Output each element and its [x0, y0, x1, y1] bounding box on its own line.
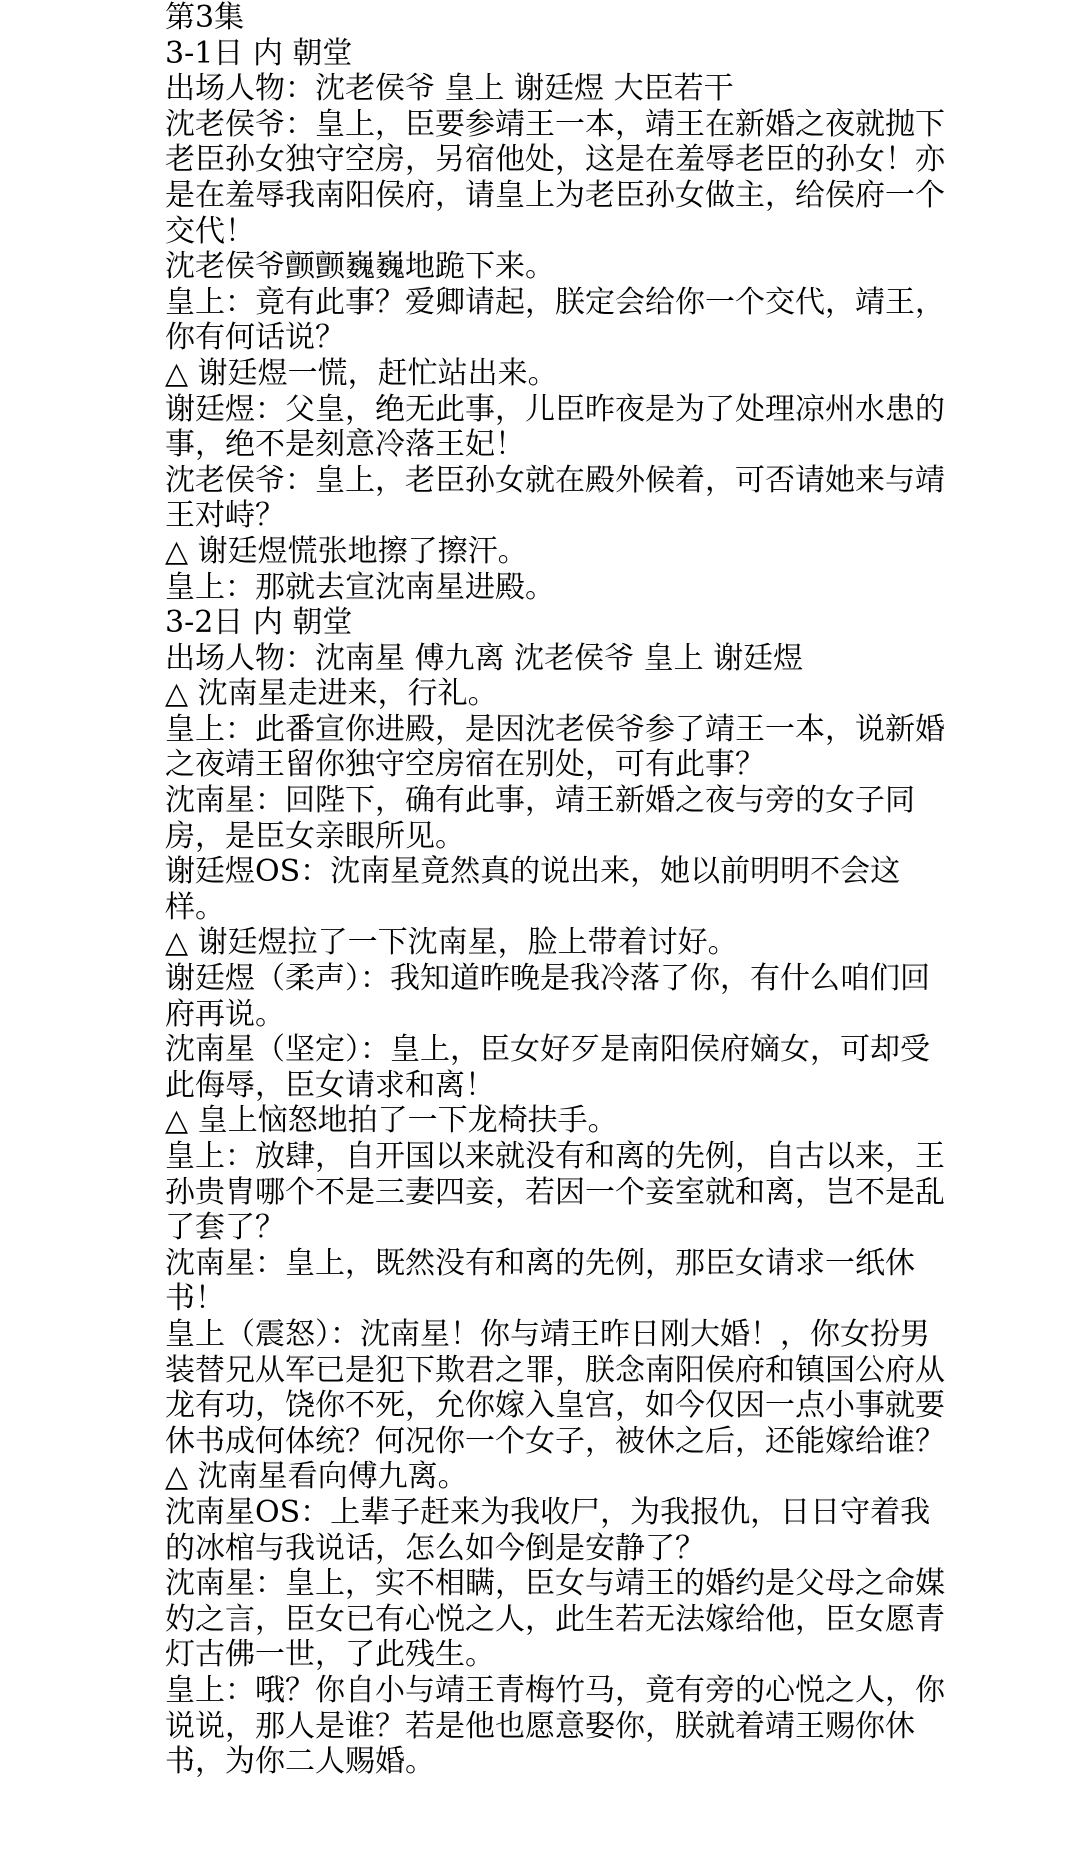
- action-line: 沈老侯爷颤颤巍巍地跪下来。: [165, 249, 555, 285]
- cast-list: 出场人物：沈老侯爷 皇上 谢廷煜 大臣若干: [165, 71, 734, 107]
- dialogue-line: 皇上（震怒）：沈南星！你与靖王昨日刚大婚！，你女扮男装替兄从军已是犯下欺君之罪，朕念南阳侯府和镇国公府从龙有功，饶你不死，允你嫁入皇宫，如今仅因一点小事就要休书成何体统？何况你一个女子，被休之后，还能嫁给谁？: [165, 1316, 945, 1459]
- dialogue-line: 皇上：放肆，自开国以来就没有和离的先例，自古以来，王孙贵胄哪个不是三妻四妾，若因一个妾室就和离，岂不是乱了套了？: [165, 1139, 945, 1246]
- cast-list: 出场人物：沈南星 傅九离 沈老侯爷 皇上 谢廷煜: [165, 640, 804, 676]
- action-line: △ 谢廷煜慌张地擦了擦汗。: [165, 533, 528, 569]
- dialogue-line: 谢廷煜（柔声）：我知道昨晚是我冷落了你，有什么咱们回府再说。: [165, 961, 930, 1032]
- dialogue-line: 皇上：此番宣你进殿，是因沈老侯爷参了靖王一本，说新婚之夜靖王留你独守空房宿在别处，可有此事？: [165, 711, 945, 783]
- dialogue-line: 沈南星（坚定）：皇上，臣女好歹是南阳侯府嫡女，可却受此侮辱，臣女请求和离！: [165, 1032, 930, 1103]
- dialogue-line: 沈南星：回陛下，确有此事，靖王新婚之夜与旁的女子同房，是臣女亲眼所见。: [165, 783, 915, 854]
- script-page: [165, 0, 945, 1780]
- dialogue-line: 沈南星OS：上辈子赶来为我收尸，为我报仇，日日守着我的冰棺与我说话，怎么如今倒是安静了？: [165, 1494, 931, 1566]
- action-line: △ 谢廷煜一慌，赶忙站出来。: [165, 355, 558, 391]
- dialogue-line: 沈南星：皇上，实不相瞒，臣女与靖王的婚约是父母之命媒妁之言，臣女已有心悦之人，此生若无法嫁给他，臣女愿青灯古佛一世，了此残生。: [165, 1566, 945, 1673]
- dialogue-line: 沈老侯爷：皇上，老臣孙女就在殿外候着，可否请她来与靖王对峙？: [165, 462, 945, 534]
- dialogue-line: 沈南星：皇上，既然没有和离的先例，那臣女请求一纸休书！: [165, 1245, 915, 1317]
- dialogue-line: 皇上：那就去宣沈南星进殿。: [165, 569, 555, 605]
- dialogue-line: 沈老侯爷：皇上，臣要参靖王一本，靖王在新婚之夜就抛下老臣孙女独守空房，另宿他处，这是在羞辱老臣的孙女！亦是在羞辱我南阳侯府，请皇上为老臣孙女做主，给侯府一个交代！: [165, 106, 945, 249]
- action-line: △ 谢廷煜拉了一下沈南星，脸上带着讨好。: [165, 925, 738, 961]
- dialogue-line: 谢廷煜OS：沈南星竟然真的说出来，她以前明明不会这样。: [165, 854, 901, 925]
- action-line: △ 沈南星走进来，行礼。: [165, 676, 498, 712]
- dialogue-line: 谢廷煜：父皇，绝无此事，儿臣昨夜是为了处理凉州水患的事，绝不是刻意冷落王妃！: [165, 391, 945, 463]
- scene-heading: 3-2日 内 朝堂: [165, 605, 353, 641]
- action-line: △ 皇上恼怒地拍了一下龙椅扶手。: [165, 1103, 618, 1139]
- dialogue-line: 皇上：竟有此事？爱卿请起，朕定会给你一个交代，靖王，你有何话说？: [165, 284, 945, 356]
- episode-title: 第3集: [165, 0, 245, 35]
- action-line: △ 沈南星看向傅九离。: [165, 1459, 468, 1495]
- scene-heading: 3-1日 内 朝堂: [165, 35, 353, 71]
- dialogue-line: 皇上：哦？你自小与靖王青梅竹马，竟有旁的心悦之人，你说说，那人是谁？若是他也愿意娶你，朕就着靖王赐你休书，为你二人赐婚。: [165, 1672, 945, 1780]
